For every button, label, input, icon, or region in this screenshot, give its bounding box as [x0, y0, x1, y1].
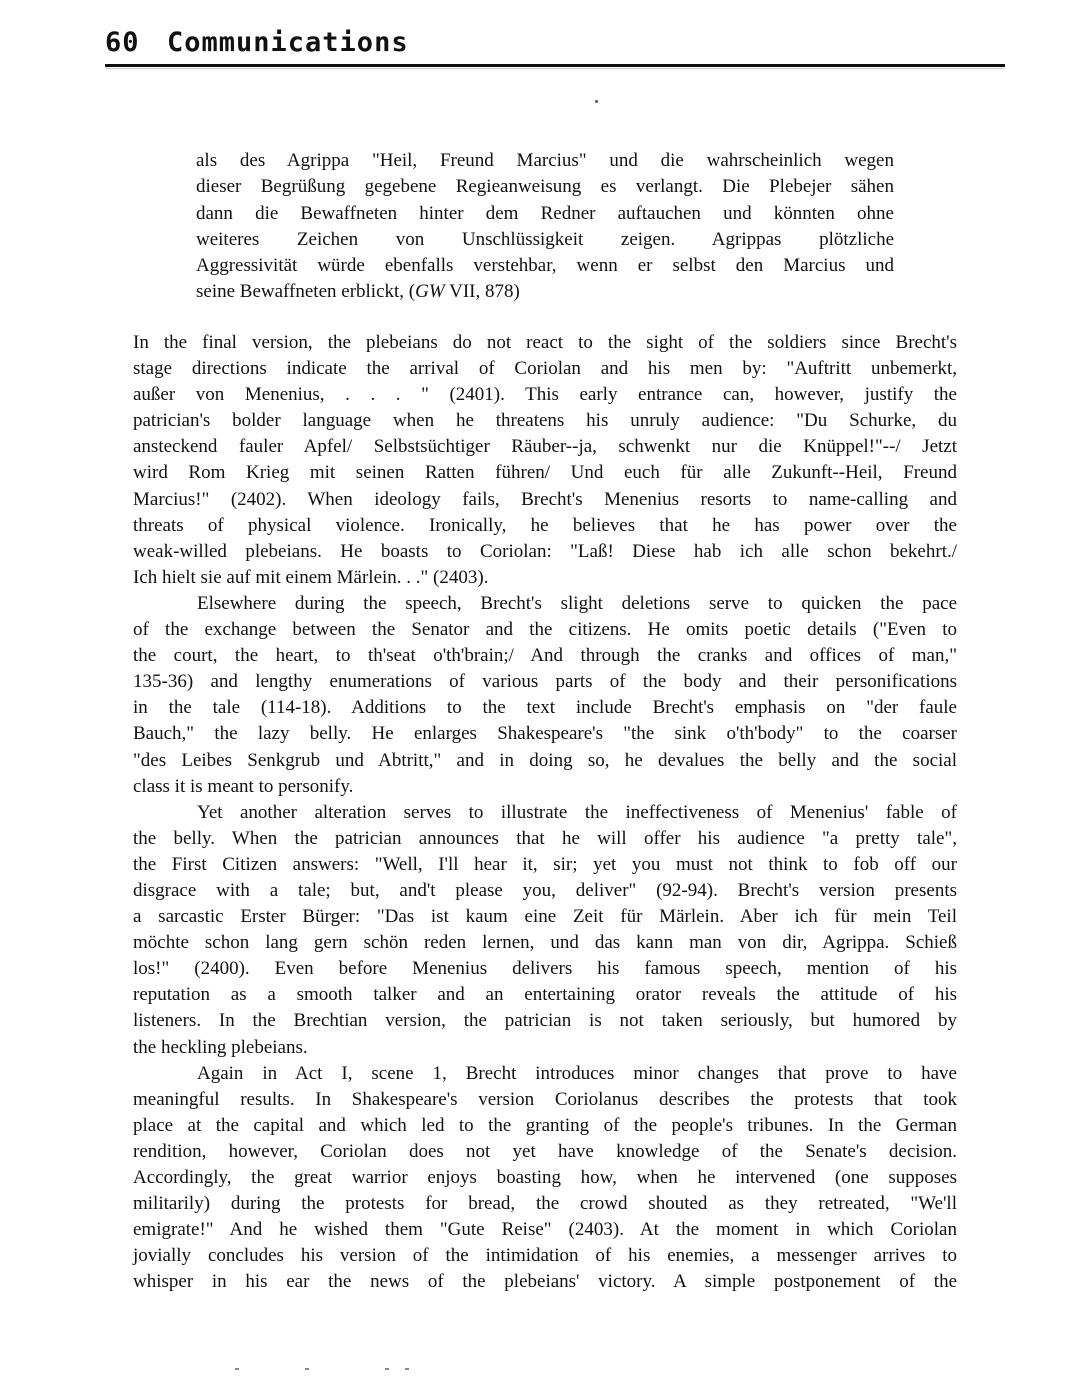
text-line: whisper in his ear the news of the plebeians' victory. A simple postponement of the: [133, 1271, 957, 1293]
text-line: of the exchange between the Senator and the citizens. He omits poetic details ("Even to: [133, 619, 957, 641]
text-line: In the final version, the plebeians do not react to the sight of the soldiers since Brecht's: [133, 332, 957, 353]
scan-mark: [385, 1368, 389, 1370]
text-line: stage directions indicate the arrival of Coriolan and his men by: "Auftritt unbemerkt,: [133, 358, 957, 380]
quote-line: als des Agrippa "Heil, Freund Marcius" und die wahrscheinlich wegen: [196, 150, 894, 171]
scan-mark: [235, 1368, 239, 1370]
text-line: the court, the heart, to th'seat o'th'brain;/ And through the cranks and offices of man,": [133, 645, 957, 667]
text-line: place at the capital and which led to the granting of the people's tribunes. In the German: [133, 1114, 957, 1136]
paragraph-2: [133, 591, 957, 800]
running-header: [105, 22, 1005, 67]
paragraph-3: [133, 800, 957, 1061]
scan-mark: [305, 1368, 309, 1370]
text-line: ansteckend fauler Apfel/ Selbstsüchtiger Räuber--ja, schwenkt nur die Knüppel!"--/ Jetzt: [133, 436, 957, 458]
text-line: 135-36) and lengthy enumerations of various parts of the body and their personifications: [133, 671, 957, 693]
text-line: Bauch," the lazy belly. He enlarges Shakespeare's "the sink o'th'body" to the coarser: [133, 723, 957, 745]
text-line: Elsewhere during the speech, Brecht's slight deletions serve to quicken the pace: [197, 592, 957, 614]
text-line: Accordingly, the great warrior enjoys boasting how, when he intervened (one supposes: [133, 1167, 957, 1188]
text-line: listeners. In the Brechtian version, the patrician is not taken seriously, but humored by: [133, 1010, 957, 1032]
text-line: möchte schon lang gern schön reden lernen, und das kann man von dir, Agrippa. Schieß: [133, 932, 957, 954]
text-line: außer von Menenius, . . . " (2401). This early entrance can, however, justify the: [133, 384, 957, 406]
text-line: los!" (2400). Even before Menenius delivers his famous speech, mention of his: [133, 958, 957, 980]
scan-mark: [405, 1368, 409, 1370]
text-line: wird Rom Krieg mit seinen Ratten führen/ Und euch für alle Zukunft--Heil, Freund: [133, 462, 957, 484]
body-text: [133, 330, 957, 1295]
text-line: the belly. When the patrician announces that he will offer his audience "a pretty tale",: [133, 827, 957, 849]
text-line: the First Citizen answers: "Well, I'll hear it, sir; yet you must not think to fob off our: [133, 853, 957, 875]
text-line: emigrate!" And he wished them "Gute Reise" (2403). At the moment in which Coriolan: [133, 1219, 957, 1241]
text-line: militarily) during the protests for bread, the crowd shouted as they retreated, "We'll: [133, 1193, 957, 1215]
text-line: in the tale (114-18). Additions to the text include Brecht's emphasis on "der faule: [133, 697, 957, 719]
header-rule: [105, 68, 1005, 69]
text-line: Yet another alteration serves to illustrate the ineffectiveness of Menenius' fable of: [197, 801, 957, 823]
quote-line: seine Bewaffneten erblickt, (GW VII, 878): [196, 281, 520, 303]
block-quote: [196, 148, 894, 306]
text-line: disgrace with a tale; but, and't please you, deliver" (92-94). Brecht's version presents: [133, 879, 957, 901]
paragraph-4: [133, 1061, 957, 1296]
text-line: patrician's bolder language when he threatens his unruly audience: "Du Schurke, du: [133, 410, 957, 432]
text-line: the heckling plebeians.: [133, 1036, 308, 1058]
text-line: jovially concludes his version of the intimidation of his enemies, a messenger arrives to: [133, 1245, 957, 1267]
scan-marks: [235, 1368, 435, 1372]
scan-speck: [595, 100, 598, 103]
text-line: Again in Act I, scene 1, Brecht introduces minor changes that prove to have: [197, 1062, 957, 1084]
page-number: 60: [105, 27, 140, 58]
journal-title: Communications: [167, 27, 409, 58]
text-line: "des Leibes Senkgrub und Abtritt," and in doing so, he devalues the belly and the social: [133, 749, 957, 771]
quote-line: dann die Bewaffneten hinter dem Redner auftauchen und könnten ohne: [196, 202, 894, 224]
paragraph-1: [133, 330, 957, 591]
text-line: weak-willed plebeians. He boasts to Coriolan: "Laß! Diese hab ich alle schon bekehrt./: [133, 540, 957, 562]
text-line: rendition, however, Coriolan does not yet have knowledge of the Senate's decision.: [133, 1140, 957, 1162]
text-line: a sarcastic Erster Bürger: "Das ist kaum eine Zeit für Märlein. Aber ich für mein Teil: [133, 906, 957, 928]
text-line: class it is meant to personify.: [133, 775, 354, 797]
quote-line: dieser Begrüßung gegebene Regieanweisung es verlangt. Die Plebejer sähen: [196, 176, 894, 198]
text-line: reputation as a smooth talker and an entertaining orator reveals the attitude of his: [133, 984, 957, 1006]
text-line: threats of physical violence. Ironically, he believes that he has power over the: [133, 514, 957, 536]
quote-line: Aggressivität würde ebenfalls verstehbar, wenn er selbst den Marcius und: [196, 255, 894, 277]
text-line: Ich hielt sie auf mit einem Märlein. . ." (2403).: [133, 566, 489, 588]
quote-line: weiteres Zeichen von Unschlüssigkeit zeigen. Agrippas plötzliche: [196, 228, 894, 250]
text-line: meaningful results. In Shakespeare's version Coriolanus describes the protests that took: [133, 1088, 957, 1110]
text-line: Marcius!" (2402). When ideology fails, Brecht's Menenius resorts to name-calling and: [133, 488, 957, 510]
